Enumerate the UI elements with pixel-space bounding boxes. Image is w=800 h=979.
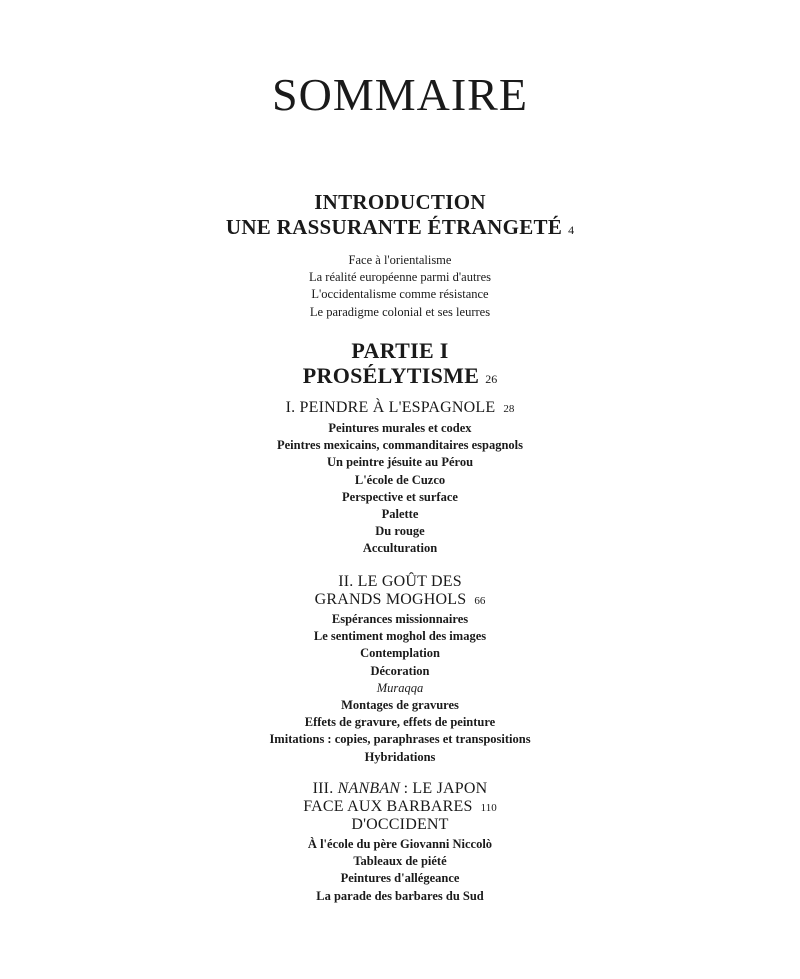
chapter-3-page-number: 110 — [480, 802, 497, 814]
chapter-3-heading-line-3: D'OCCIDENT — [351, 816, 449, 833]
introduction-subtitle: UNE RASSURANTE ÉTRANGETÉ — [225, 215, 563, 239]
list-item: Peintures d'allégeance — [340, 871, 460, 886]
list-item: Face à l'orientalisme — [348, 253, 452, 267]
list-item: Imitations : copies, paraphrases et transpositions — [269, 732, 531, 747]
chapter-2-number: II. — [338, 573, 354, 590]
chapter-3-heading-line-1 — [0, 779, 800, 798]
list-item: L'occidentalisme comme résistance — [311, 287, 489, 302]
chapter-3-title-line-2: FACE AUX BARBARES — [303, 798, 473, 815]
introduction-page-number: 4 — [568, 223, 575, 237]
list-item: Muraqqa — [376, 680, 424, 695]
part-1-heading — [0, 363, 800, 392]
part-1-title: PROSÉLYTISME — [302, 363, 480, 388]
part-1-label: PARTIE I — [351, 338, 449, 363]
list-item: L'école de Cuzco — [354, 472, 446, 487]
list-item: Peintres mexicains, commanditaires espagnols — [276, 438, 524, 453]
list-item: Un peintre jésuite au Pérou — [326, 455, 474, 470]
list-item: Montages de gravures — [341, 698, 459, 713]
list-item: Du rouge — [375, 524, 425, 539]
chapter-3-items — [0, 836, 800, 905]
list-item: Contemplation — [360, 646, 440, 661]
list-item: Perspective et surface — [342, 489, 458, 504]
introduction-label: INTRODUCTION — [314, 190, 486, 214]
list-item: Tableaux de piété — [353, 854, 447, 869]
chapter-1-items — [0, 420, 800, 558]
list-item: Le sentiment moghol des images — [313, 629, 487, 644]
list-item: La réalité européenne parmi d'autres — [308, 270, 492, 285]
list-item: La parade des barbares du Sud — [316, 888, 484, 903]
chapter-3-number: III. — [312, 780, 334, 797]
list-item: Le paradigme colonial et ses leurres — [309, 304, 491, 319]
chapter-2-title-line-1: LE GOÛT DES — [357, 573, 462, 590]
list-item: Palette — [381, 507, 419, 522]
list-item: Espérances missionnaires — [331, 612, 469, 626]
chapter-2-heading-line-1 — [0, 572, 800, 591]
chapter-2-page-number: 66 — [474, 595, 486, 607]
list-item: Peintures murales et codex — [328, 421, 472, 435]
chapter-2-items — [0, 611, 800, 766]
list-item: À l'école du père Giovanni Niccolò — [307, 837, 493, 851]
list-item: Effets de gravure, effets de peinture — [304, 715, 496, 730]
page-title: SOMMAIRE — [272, 69, 528, 120]
chapter-1-number: I. — [285, 399, 296, 416]
list-item: Décoration — [370, 663, 430, 678]
introduction-heading — [0, 215, 800, 242]
list-item: Hybridations — [364, 749, 436, 764]
chapter-2-heading-line-2 — [0, 590, 800, 611]
introduction-items — [0, 252, 800, 321]
chapter-3-title-italic: NANBAN — [337, 780, 401, 797]
chapter-3-title-line-1: : LE JAPON — [403, 780, 488, 797]
chapter-1-heading — [0, 398, 800, 419]
chapter-1-page-number: 28 — [503, 403, 515, 415]
chapter-2-title-line-2: GRANDS MOGHOLS — [314, 591, 467, 608]
chapter-1-title: PEINDRE À L'ESPAGNOLE — [299, 399, 496, 416]
part-1-page-number: 26 — [485, 372, 498, 386]
list-item: Acculturation — [362, 541, 438, 556]
